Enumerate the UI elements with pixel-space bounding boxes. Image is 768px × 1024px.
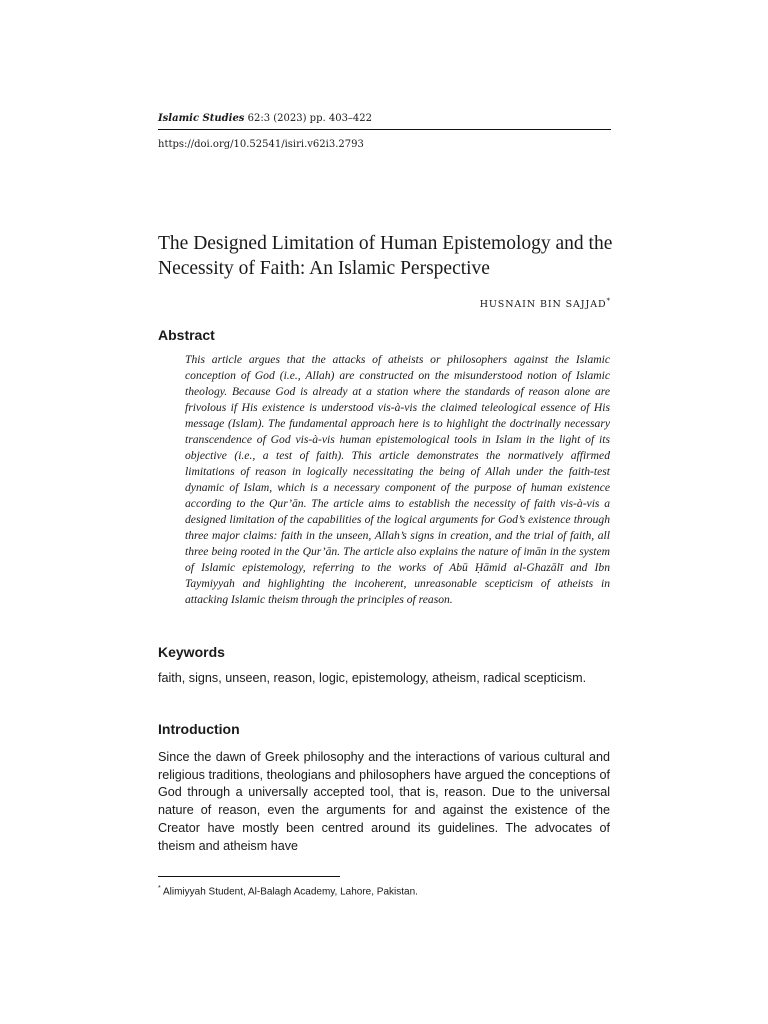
abstract-body: This article argues that the attacks of atheists or philosophers against the Islamic conception of God (i.e., Allah) are constructed on the misunderstood notion of Islamic theology. Because God is already at a station where the standards of reason alone are frivolous if His existence is understood vis-à-vis the claimed teleological essence of His message (Islam). The fundamental approach here is to highlight the doctrinally necessary transcendence of God vis-à-vis human epistemological tools in Islam in the light of its objective (i.e., a test of faith). This article demonstrates the normatively affirmed limitations of reason in logically necessitating the being of Allah under the faith-test dynamic of Islam, which is a necessary component of the purpose of human existence according to the Qur’ān. The article aims to establish the necessity of faith vis-à-vis a designed limitation of the capabilities of the logical arguments for God’s existence through three major claims: faith in the unseen, Allah’s signs in creation, and the trial of faith, all three being rooted in the Qur’ān. The article also explains the nature of imān in the system of Islamic epistemology, referring to the works of Abū Ḥāmid al-Ghazālī and Ibn Taymiyyah and highlighting the incoherent, unreasonable scepticism of atheists in attacking Islamic theism through the principles of reason. xyxy=(185,353,610,606)
journal-citation xyxy=(158,113,372,124)
article-page xyxy=(158,0,613,1024)
author-name xyxy=(480,297,610,310)
abstract-heading: Abstract xyxy=(158,327,215,343)
author-footnote-mark[interactable]: * xyxy=(606,297,610,305)
journal-volume-pages: 62:3 (2023) pp. 403–422 xyxy=(244,113,373,124)
footnote xyxy=(158,885,418,897)
keywords-heading: Keywords xyxy=(158,644,225,660)
doi-link[interactable]: https://doi.org/10.52541/isiri.v62i3.2793 xyxy=(158,139,364,150)
introduction-body: Since the dawn of Greek philosophy and the interactions of various cultural and religious traditions, theologians and philosophers have argued the conceptions of God through a universally accepted tool, that is, reason. Due to the universal nature of reason, even the arguments for and against the existence of the Creator have mostly been centred around its guidelines. The advocates of theism and atheism have xyxy=(158,750,610,853)
article-title: The Designed Limitation of Human Epistemology and the Necessity of Faith: An Islamic Perspective xyxy=(158,233,613,279)
footnote-text: Alimiyyah Student, Al-Balagh Academy, Lahore, Pakistan. xyxy=(160,886,418,898)
keywords-list: faith, signs, unseen, reason, logic, epistemology, atheism, radical scepticism. xyxy=(158,671,587,685)
introduction-heading: Introduction xyxy=(158,721,240,737)
header-rule xyxy=(158,129,611,130)
journal-name: Islamic Studies xyxy=(158,113,245,124)
footnote-rule xyxy=(158,876,340,877)
footnote-mark: * xyxy=(158,885,161,892)
author-name-text: HUSNAIN BIN SAJJAD xyxy=(479,299,607,311)
